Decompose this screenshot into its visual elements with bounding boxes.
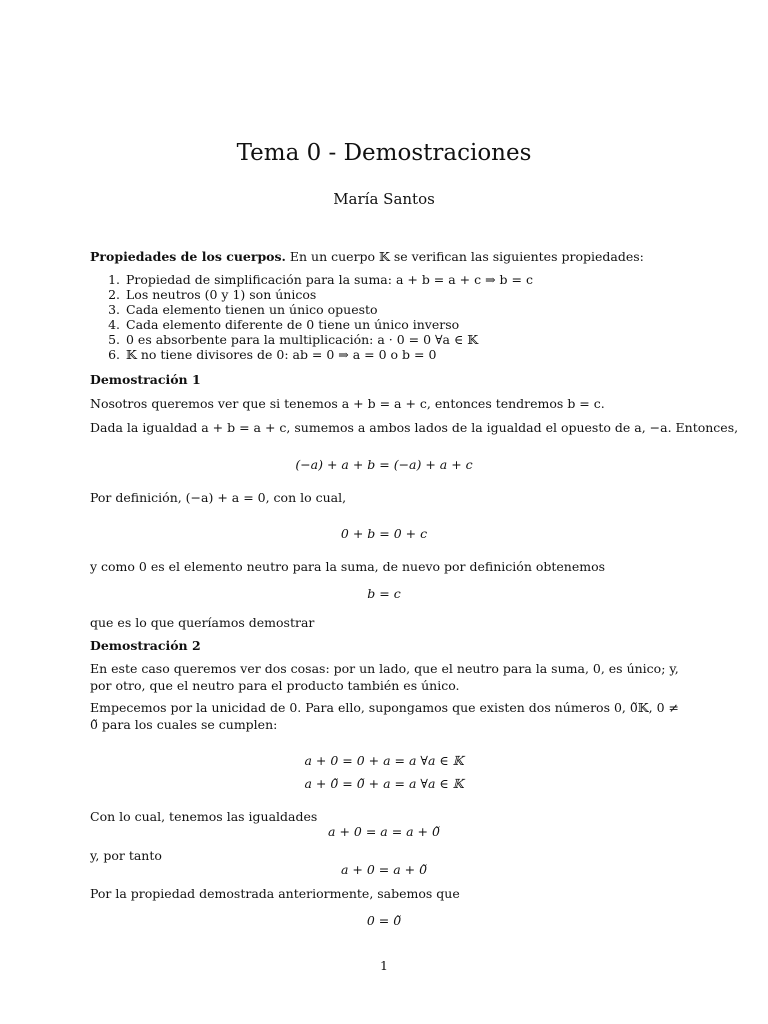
demo2-paragraph-4: y, por tanto — [90, 848, 162, 863]
list-item — [100, 347, 533, 362]
demo1-paragraph-1: Nosotros queremos ver que si tenemos a + b = a + c, entonces tendremos b = c. — [90, 396, 605, 411]
demo1-equation-3: b = c — [367, 586, 401, 601]
list-item — [100, 317, 533, 332]
list-number: 2. — [108, 287, 120, 302]
demo2-paragraph-1: En este caso queremos ver dos cosas: por un lado, que el neutro para la suma, 0, es único; y, por otro, que el neutro para el producto también es único. — [90, 661, 679, 693]
demo1-paragraph-3: Por definición, (−a) + a = 0, con lo cual, — [90, 490, 347, 505]
demo2-equation-4: a + 0 = a + 0̃ — [340, 862, 428, 877]
demo1-equation-2: 0 + b = 0 + c — [340, 526, 428, 541]
list-number: 4. — [108, 317, 120, 332]
properties-list — [100, 272, 533, 362]
demo2-equation-1: a + 0 = 0 + a = a ∀a ∈ 𝕂 — [304, 753, 464, 768]
list-item — [100, 332, 533, 347]
demo1-paragraph-2: Dada la igualdad a + b = a + c, sumemos a ambos lados de la igualdad el opuesto de a, −a. Entonces, — [90, 420, 739, 435]
list-text: Cada elemento diferente de 0 tiene un único inverso — [126, 317, 460, 332]
list-item — [100, 287, 533, 302]
list-number: 5. — [108, 332, 120, 347]
demo1-paragraph-5: que es lo que queríamos demostrar — [90, 615, 315, 630]
page-number: 1 — [380, 958, 388, 973]
demo2-paragraph-5: Por la propiedad demostrada anteriormente, sabemos que — [90, 886, 460, 901]
demo2-paragraph-2: Empecemos por la unicidad de 0. Para ello, supongamos que existen dos números 0, 0̃𝕂, 0 ≠ 0̃ para los cuales se cumplen: — [90, 700, 680, 732]
intro-paragraph — [90, 248, 644, 265]
intro-bold: Propiedades de los cuerpos. — [90, 249, 286, 264]
list-text: Los neutros (0 y 1) son únicos — [126, 287, 317, 302]
demo2-equation-2: a + 0̃ = 0̃ + a = a ∀a ∈ 𝕂 — [304, 776, 464, 791]
demo1-paragraph-4: y como 0 es el elemento neutro para la suma, de nuevo por definición obtenemos — [90, 559, 606, 574]
intro-text: En un cuerpo 𝕂 se verifican las siguientes propiedades: — [285, 249, 644, 264]
list-number: 3. — [108, 302, 120, 317]
list-item — [100, 272, 533, 287]
list-text: Cada elemento tienen un único opuesto — [126, 302, 378, 317]
demo2-heading: Demostración 2 — [90, 638, 201, 653]
demo2-equation-3: a + 0 = a = a + 0̃ — [328, 824, 440, 839]
list-text: 𝕂 no tiene divisores de 0: ab = 0 ⇒ a = 0 o b = 0 — [126, 347, 437, 362]
document-title: Tema 0 - Demostraciones — [236, 140, 532, 166]
document-author: María Santos — [333, 190, 435, 208]
list-text: 0 es absorbente para la multiplicación: a · 0 = 0 ∀a ∈ 𝕂 — [126, 332, 479, 347]
demo1-equation-1: (−a) + a + b = (−a) + a + c — [295, 457, 473, 472]
list-item — [100, 302, 533, 317]
demo1-heading: Demostración 1 — [90, 372, 201, 387]
list-number: 6. — [108, 347, 120, 362]
demo2-paragraph-3: Con lo cual, tenemos las igualdades — [90, 809, 318, 824]
list-text: Propiedad de simplificación para la suma: a + b = a + c ⇒ b = c — [126, 272, 533, 287]
list-number: 1. — [108, 272, 120, 287]
demo2-equation-5: 0 = 0̃ — [366, 913, 402, 928]
